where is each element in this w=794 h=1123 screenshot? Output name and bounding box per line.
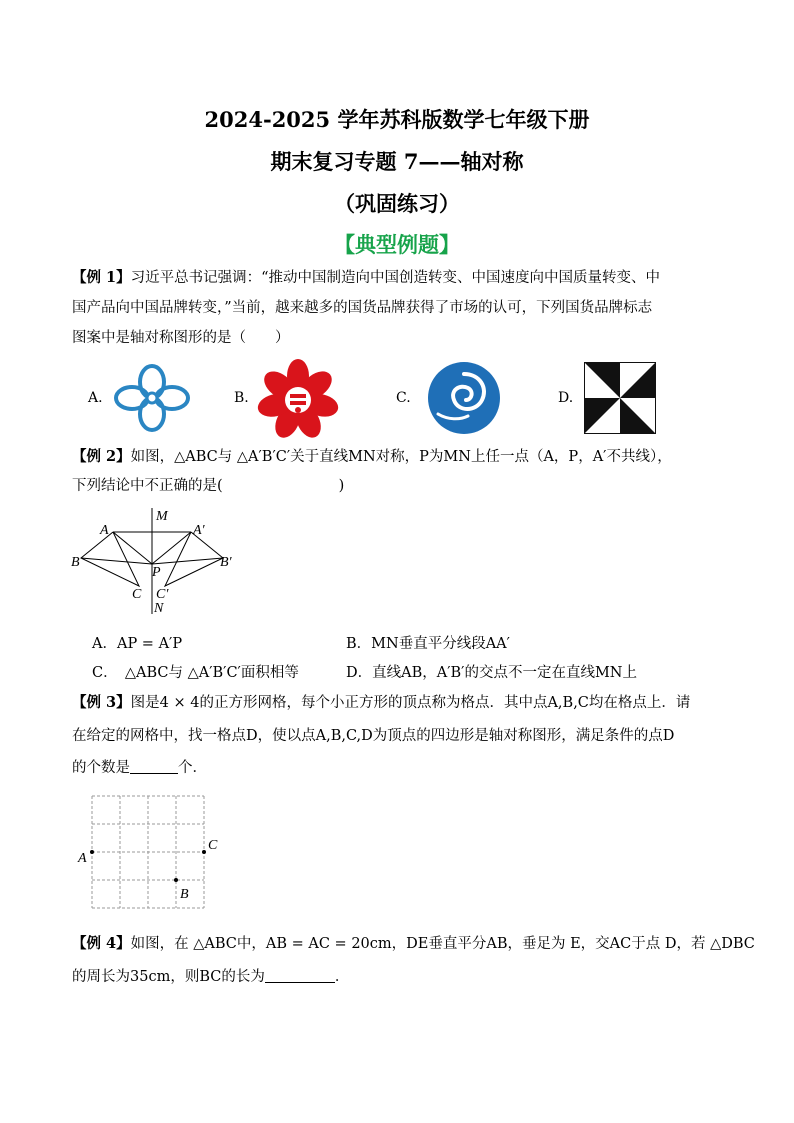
q1-line2: 国产品向中国品牌转变，”当前，越来越多的国货品牌获得了市场的认可，下列国货品牌标志 [72,300,653,316]
q1-line1 [72,268,660,288]
q2-line2: 下列结论中不正确的是( ) [72,478,345,494]
q2-symmetry-figure [68,506,248,618]
q3-text1: 图是4 × 4的正方形网格，每个小正方形的顶点称为格点．其中点A,B,C均在格点上．请 [130,695,691,711]
doc-subtitle: 期末复习专题 7——轴对称 [270,149,524,174]
q3-label-b: B [180,887,189,902]
q4-text2a: 的周长为35cm，则BC的长为 [72,969,265,985]
q3-answer-blank[interactable] [130,759,178,774]
q4-text2b: ． [334,969,350,985]
q2-option-b: B．MN垂直平分线段AA′ [346,636,510,652]
q2-option-d: D．直线AB，A′B′的交点不一定在直线MN上 [346,665,637,681]
q2-label-b: B [71,555,80,570]
q1-option-d-label: D. [558,390,574,406]
q4-text1: 如图，在 △ABC中，AB = AC = 20cm，DE垂直平分AB，垂足为 E，交AC于点 D，若 △DBC [130,936,755,952]
q1-tag: 【例 1】 [72,269,131,286]
q1-text1: 习近平总书记强调：“推动中国制造向中国创造转变、中国速度向中国质量转变、中 [130,270,661,286]
q1-option-a-label: A. [88,390,103,406]
q4-answer-blank[interactable] [265,968,335,983]
q2-line1 [72,447,672,467]
q2-label-b-prime: B′ [220,555,232,570]
q3-label-a: A [78,851,87,866]
q2-label-p: P [152,565,161,580]
q4-tag: 【例 4】 [72,935,131,952]
q4-line1 [72,934,755,954]
q2-label-n: N [154,601,164,616]
q3-text3a: 的个数是 [72,760,130,776]
doc-subtitle-practice: （巩固练习） [334,191,460,216]
q1-option-b-label: B. [234,390,249,406]
q3-grid-figure [74,792,234,914]
logo-d-pinwheel-icon [584,362,656,434]
q3-line2: 在给定的网格中，找一格点D，使以点A,B,C,D为顶点的四边形是轴对称图形，满足条件的点D [72,728,675,744]
q4-line2 [72,967,349,987]
q1-option-c-label: C. [396,390,411,406]
q1-line3: 图案中是轴对称图形的是（ ） [72,330,290,346]
q3-tag: 【例 3】 [72,694,131,711]
q3-line3 [72,758,207,778]
q3-text3b: 个． [178,760,207,776]
q2-option-a: A．AP = A′P [92,636,183,652]
q2-text1: 如图，△ABC与 △A′B′C′关于直线MN对称，P为MN上任一点（A，P，A′不共线）， [130,449,672,465]
q2-label-m: M [156,509,168,524]
q2-option-c: C． △ABC与 △A′B′C′面积相等 [92,665,299,681]
q3-line1 [72,693,690,713]
logo-c-cloud-icon [424,358,504,438]
q2-label-a-prime: A′ [193,523,205,538]
q2-label-c: C [132,587,142,602]
logo-a-knot-icon [112,360,192,436]
logo-b-flower-icon [256,358,340,442]
q2-label-c-prime: C′ [156,587,169,602]
q2-tag: 【例 2】 [72,448,131,465]
doc-title: 2024-2025 学年苏科版数学七年级下册 [204,107,590,132]
q2-label-a: A [100,523,109,538]
section-heading: 【典型例题】 [334,232,460,257]
q3-label-c: C [208,838,218,853]
